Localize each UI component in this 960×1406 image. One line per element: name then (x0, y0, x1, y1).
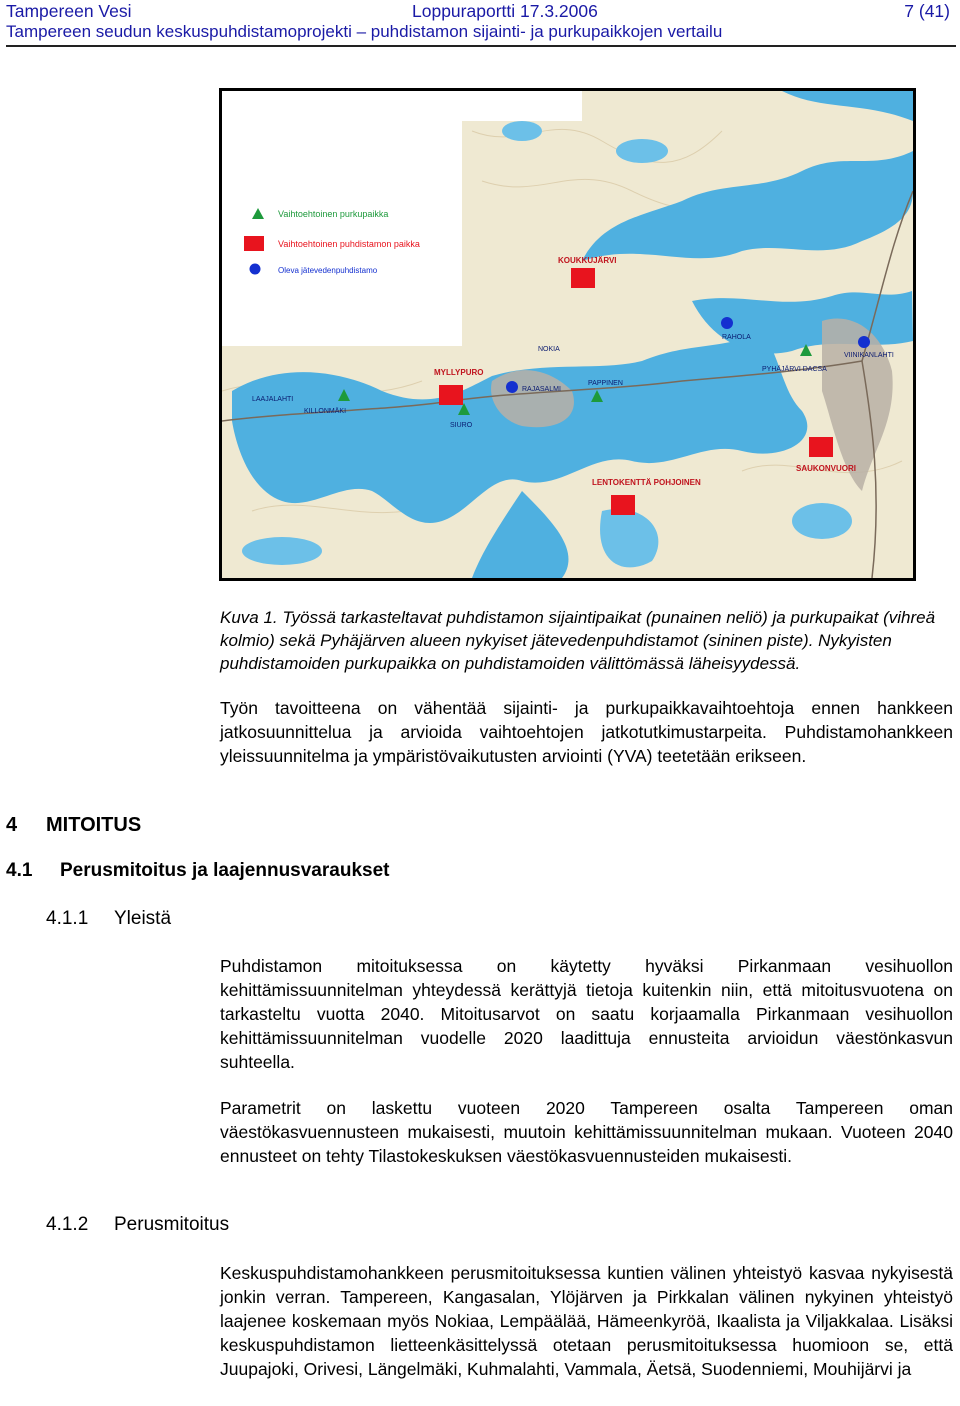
heading-4-1-2-title: Perusmitoitus (114, 1214, 230, 1235)
heading-4-number: 4 (6, 814, 18, 836)
heading-4-1 (6, 860, 389, 882)
header-report: Loppuraportti 17.3.2006 (412, 1, 598, 21)
map-label-lentokentta: LENTOKENTTÄ POHJOINEN (592, 478, 701, 487)
legend-label-plant-site: Vaihtoehtoinen puhdistamon paikka (278, 239, 420, 249)
paragraph-perusmitoitus: Keskuspuhdistamohankkeen perusmitoituksessa kuntien välinen yhteistyö kasvaa nykyisestä jonkin verran. Tampereen, Kangasalan, Ylöjärven ja Pirkkalan välinen nykyinen yhteistyö laajenee koskemaan myös Nokiaa, Lempäälää, Hämeenkyröä, Ikaalista ja Viljakkalaa. Lisäksi keskuspuhdistamon lietteenkäsittelyssä otetaan perusmitoituksessa huomioon se, että Juupajoki, Orivesi, Längelmäki, Kuhmalahti, Vammala, Äetsä, Suodenniemi, Mouhijärvi ja (220, 1263, 953, 1379)
map-label-killo: KILLONMÄKI (304, 408, 347, 415)
heading-4-1-number: 4.1 (6, 860, 33, 881)
header-org: Tampereen Vesi (6, 1, 132, 21)
map-figure (219, 88, 916, 581)
map-label-laajalahti: LAAJALAHTI (252, 396, 294, 403)
header-rule (6, 45, 956, 47)
paragraph-yleista-2: Parametrit on laskettu vuoteen 2020 Tampereen osalta Tampereen oman väestökasvuennusteen mukaisesti, muutoin kehittämissuunnitelman mukaan. Vuoteen 2040 ennusteet on tehty Tilastokeskuksen väestökasvuennusteiden mukaisesti. (220, 1098, 953, 1166)
heading-4-1-2-number: 4.1.2 (46, 1214, 89, 1235)
map-label-viinikanlahti: VIINIKANLAHTI (844, 352, 894, 359)
heading-4 (6, 814, 141, 837)
header-page-number: 7 (41) (904, 1, 950, 21)
map-label-saukonvuori: SAUKONVUORI (796, 464, 857, 473)
paragraph-yleista-1: Puhdistamon mitoituksessa on käytetty hyväksi Pirkanmaan vesihuollon kehittämissuunnitelman yhteydessä kerättyjä tietoja kuitenkin niin, että mitoitusvuotena on tarkasteltu vuotta 2040. Mitoitusarvot on saatu korjaamalla Pirkanmaan vesihuollon kehittämissuunnitelman vuodelle 2020 laadittuja ennusteita arvioidun väestönkasvun suhteella. (220, 956, 953, 1072)
heading-4-1-2 (46, 1214, 229, 1236)
map-label-nokia: NOKIA (538, 346, 560, 353)
figure-caption (220, 606, 955, 675)
map-label-pappinen: PAPPINEN (588, 380, 623, 387)
map-label-rahola: RAHOLA (722, 334, 751, 341)
map-label-rajasalmi: RAJASALMI (522, 386, 561, 393)
caption-text: Työssä tarkasteltavat puhdistamon sijaintipaikat (punainen neliö) ja purkupaikat (vihreä kolmio) sekä Pyhäjärven alueen nykyiset jätevedenpuhdistamot (sininen piste). Nykyisten puhdistamoiden purkupaikka on puhdistamoiden välittömässä läheisyydessä. (220, 608, 936, 673)
map-label-siuro: SIURO (450, 422, 473, 429)
map-image (222, 91, 913, 578)
heading-4-1-1 (46, 908, 171, 930)
map-label-myllypuro: MYLLYPURO (434, 368, 484, 377)
paragraph-intro: Työn tavoitteena on vähentää sijainti- ja purkupaikkavaihtoehtoja ennen hankkeen jatkosuunnittelua ja arvioida vaihtoehtojen jatkotutkimustarpeita. Puhdistamohankkeen yleissuunnitelma ja ympäristövaikutusten arviointi (YVA) teetetään erikseen. (220, 698, 953, 766)
page-header (6, 1, 950, 21)
heading-4-1-1-number: 4.1.1 (46, 908, 89, 929)
legend-label-existing-plant: Oleva jätevedenpuhdistamo (278, 266, 378, 275)
header-subtitle: Tampereen seudun keskuspuhdistamoprojekti – puhdistamon sijainti- ja purkupaikkojen vertailu (6, 22, 723, 41)
heading-4-1-1-title: Yleistä (114, 908, 172, 929)
map-label-koukkujarvi: KOUKKUJÄRVI (558, 256, 617, 265)
map-label-pyhajarvi-dacsa: PYHÄJÄRVI DACSA (762, 366, 827, 373)
heading-4-title: MITOITUS (46, 814, 142, 836)
heading-4-1-title: Perusmitoitus ja laajennusvaraukset (60, 860, 390, 881)
legend-label-discharge: Vaihtoehtoinen purkupaikka (278, 209, 389, 219)
caption-prefix: Kuva 1. (220, 608, 278, 627)
